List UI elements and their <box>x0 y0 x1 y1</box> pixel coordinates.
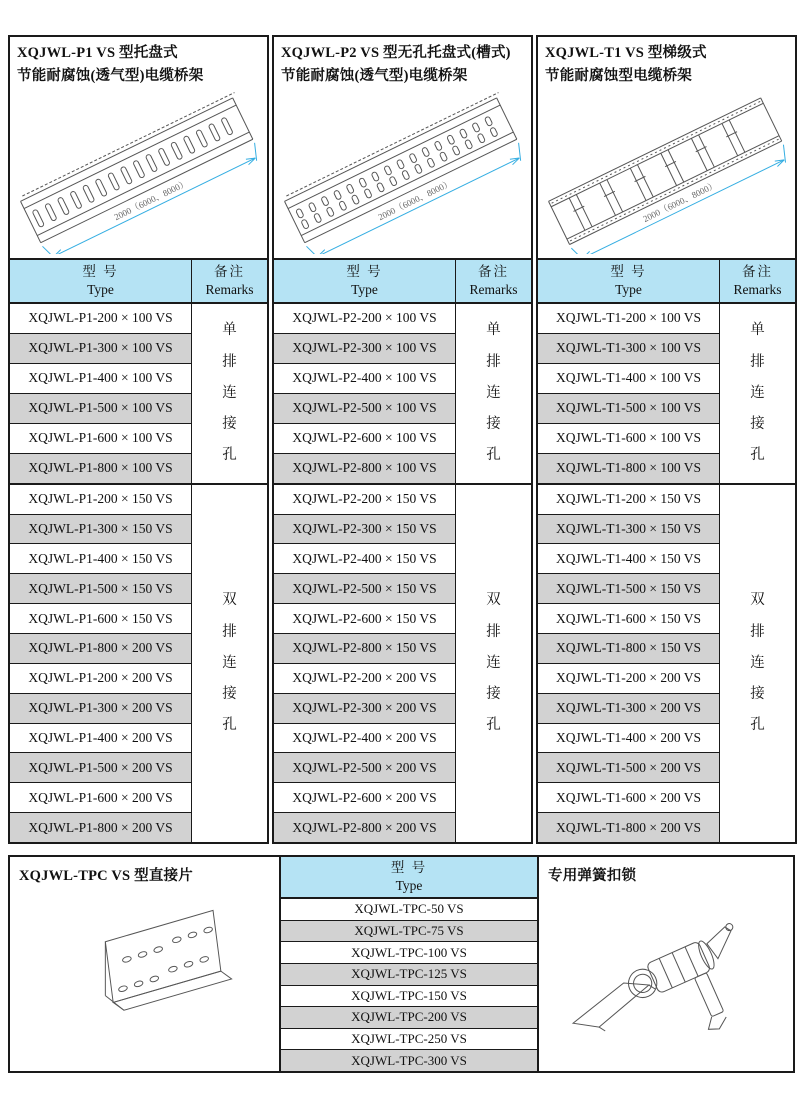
model-text: XQJWL-P2-400 × 150 VS <box>292 550 437 566</box>
model-text: XQJWL-P1-600 × 200 VS <box>28 789 173 805</box>
model-text: XQJWL-P1-400 × 200 VS <box>28 729 173 745</box>
model-text: XQJWL-P2-300 × 100 VS <box>292 340 437 356</box>
panel-title-line2: 节能耐腐蚀(透气型)电缆桥架 <box>17 68 204 85</box>
table-header <box>274 260 531 304</box>
table-row <box>538 485 719 515</box>
table-row <box>538 753 719 783</box>
model-text: XQJWL-P2-800 × 150 VS <box>292 640 437 656</box>
table-row <box>281 921 537 943</box>
panel-title-line1: XQJWL-P1 VS 型托盘式 <box>17 45 178 61</box>
model-text: XQJWL-P2-400 × 100 VS <box>292 370 437 386</box>
model-text: XQJWL-P1-400 × 150 VS <box>28 550 173 566</box>
model-text: XQJWL-P1-200 × 150 VS <box>28 491 173 507</box>
panel-p1-title <box>10 37 267 91</box>
model-text: XQJWL-T1-300 × 200 VS <box>556 700 701 716</box>
table-row <box>538 394 719 424</box>
table-header <box>538 260 795 304</box>
table-row <box>274 694 455 724</box>
model-column <box>10 304 191 842</box>
table-row <box>10 515 191 545</box>
type-column-header: 型 号 Type <box>610 263 647 297</box>
solid-tray-drawing <box>274 91 531 254</box>
model-text: XQJWL-P2-300 × 200 VS <box>292 700 437 716</box>
dimension-label: 2000（6000、8000） <box>112 177 190 223</box>
model-text: XQJWL-T1-800 × 100 VS <box>556 460 701 476</box>
model-text: XQJWL-P1-800 × 200 VS <box>28 819 173 835</box>
model-text: XQJWL-T1-500 × 200 VS <box>556 759 701 775</box>
model-text: XQJWL-TPC-100 VS <box>351 944 467 960</box>
spring-lock-panel <box>539 857 793 1071</box>
table-row <box>274 424 455 454</box>
bottom-section <box>8 855 795 1073</box>
cable-tray-illustration <box>274 91 531 254</box>
remark-double-row: 双排连接孔 <box>222 592 237 734</box>
table-row <box>10 334 191 364</box>
table-row <box>10 304 191 334</box>
model-text: XQJWL-P2-500 × 200 VS <box>292 759 437 775</box>
model-text: XQJWL-P2-200 × 100 VS <box>292 310 437 326</box>
table-row <box>274 634 455 664</box>
model-text: XQJWL-T1-200 × 200 VS <box>556 670 701 686</box>
table-row <box>274 515 455 545</box>
dimension-label: 2000（6000、8000） <box>641 179 719 225</box>
model-text: XQJWL-P2-800 × 200 VS <box>292 819 437 835</box>
model-text: XQJWL-TPC-200 VS <box>351 1009 467 1025</box>
model-text: XQJWL-T1-200 × 150 VS <box>556 491 701 507</box>
model-text: XQJWL-T1-500 × 100 VS <box>556 400 701 416</box>
remarks-column-header: 备注 Remarks <box>455 260 531 302</box>
model-text: XQJWL-T1-500 × 150 VS <box>556 580 701 596</box>
table-row <box>538 544 719 574</box>
table-row <box>10 544 191 574</box>
model-text: XQJWL-P2-800 × 100 VS <box>292 460 437 476</box>
remark-double-row: 双排连接孔 <box>750 592 765 734</box>
model-text: XQJWL-P1-200 × 100 VS <box>28 310 173 326</box>
remarks-column <box>719 304 795 842</box>
table-row <box>10 574 191 604</box>
table-row <box>274 334 455 364</box>
panel-p1 <box>8 35 269 844</box>
model-text: XQJWL-T1-400 × 200 VS <box>556 729 701 745</box>
model-text: XQJWL-P2-200 × 150 VS <box>292 491 437 507</box>
tpc-rows <box>281 899 537 1071</box>
connector-plate-panel <box>10 857 281 1071</box>
table-row <box>274 544 455 574</box>
panel-t1-table <box>538 258 795 842</box>
table-header <box>10 260 267 304</box>
table-row <box>281 899 537 921</box>
model-text: XQJWL-P2-600 × 150 VS <box>292 610 437 626</box>
table-row <box>538 813 719 842</box>
model-text: XQJWL-P1-800 × 200 VS <box>28 640 173 656</box>
model-text: XQJWL-P1-600 × 100 VS <box>28 430 173 446</box>
model-text: XQJWL-TPC-250 VS <box>351 1031 467 1047</box>
model-text: XQJWL-T1-200 × 100 VS <box>556 310 701 326</box>
panel-p2-title <box>274 37 531 91</box>
panel-title-line2: 节能耐腐蚀(透气型)电缆桥架 <box>281 68 468 85</box>
table-row <box>538 664 719 694</box>
model-text: XQJWL-TPC-125 VS <box>351 966 467 982</box>
table-row <box>538 364 719 394</box>
table-row <box>10 364 191 394</box>
model-text: XQJWL-TPC-300 VS <box>351 1052 467 1068</box>
model-text: XQJWL-T1-600 × 150 VS <box>556 610 701 626</box>
model-text: XQJWL-P2-600 × 200 VS <box>292 789 437 805</box>
model-text: XQJWL-TPC-50 VS <box>354 901 464 917</box>
table-row <box>274 304 455 334</box>
table-row <box>281 1007 537 1029</box>
model-text: XQJWL-TPC-150 VS <box>351 987 467 1003</box>
model-text: XQJWL-P2-400 × 200 VS <box>292 729 437 745</box>
table-row <box>281 1029 537 1051</box>
model-text: XQJWL-T1-400 × 150 VS <box>556 550 701 566</box>
table-row <box>10 454 191 483</box>
table-row <box>274 454 455 483</box>
table-row <box>281 942 537 964</box>
model-text: XQJWL-P2-200 × 200 VS <box>292 670 437 686</box>
model-text: XQJWL-P1-500 × 150 VS <box>28 580 173 596</box>
model-text: XQJWL-T1-800 × 200 VS <box>556 819 701 835</box>
remarks-column <box>191 304 267 842</box>
model-text: XQJWL-P2-600 × 100 VS <box>292 430 437 446</box>
model-text: XQJWL-T1-600 × 200 VS <box>556 789 701 805</box>
table-row <box>10 694 191 724</box>
table-row <box>538 634 719 664</box>
table-row <box>538 334 719 364</box>
table-row <box>10 664 191 694</box>
table-row <box>274 783 455 813</box>
model-column <box>538 304 719 842</box>
table-row <box>10 485 191 515</box>
remarks-column <box>455 304 531 842</box>
spring-lock-drawing <box>539 877 793 1069</box>
remarks-column-header: 备注 Remarks <box>719 260 795 302</box>
model-text: XQJWL-P1-200 × 200 VS <box>28 670 173 686</box>
table-row <box>538 304 719 334</box>
model-text: XQJWL-T1-400 × 100 VS <box>556 370 701 386</box>
type-column-header: 型 号 Type <box>346 263 383 297</box>
table-row <box>274 753 455 783</box>
table-row <box>10 813 191 842</box>
table-row <box>10 424 191 454</box>
remark-single-row: 单排连接孔 <box>192 304 267 485</box>
table-row <box>274 604 455 634</box>
table-row <box>281 1050 537 1071</box>
connector-plate-drawing <box>10 883 279 1069</box>
table-row <box>274 664 455 694</box>
type-column-header: 型 号 Type <box>82 263 119 297</box>
model-text: XQJWL-P1-300 × 200 VS <box>28 700 173 716</box>
model-text: XQJWL-P1-500 × 100 VS <box>28 400 173 416</box>
table-row <box>538 724 719 754</box>
table-row <box>10 753 191 783</box>
cable-tray-illustration <box>538 91 795 254</box>
table-row <box>538 783 719 813</box>
panel-t1 <box>536 35 797 844</box>
panel-p1-table <box>10 258 267 842</box>
table-row <box>274 813 455 842</box>
table-row <box>274 485 455 515</box>
table-row <box>538 454 719 483</box>
ladder-tray-drawing <box>538 91 795 254</box>
table-row <box>274 574 455 604</box>
model-text: XQJWL-P1-500 × 200 VS <box>28 759 173 775</box>
table-row <box>10 604 191 634</box>
table-row <box>538 515 719 545</box>
perforated-tray-drawing <box>10 91 267 254</box>
model-text: XQJWL-T1-600 × 100 VS <box>556 430 701 446</box>
remark-double-row: 双排连接孔 <box>486 592 501 734</box>
model-text: XQJWL-T1-300 × 150 VS <box>556 520 701 536</box>
remarks-column-header: 备注 Remarks <box>191 260 267 302</box>
table-row <box>274 724 455 754</box>
model-text: XQJWL-T1-800 × 150 VS <box>556 640 701 656</box>
table-row <box>10 783 191 813</box>
remark-single-row: 单排连接孔 <box>456 304 531 485</box>
model-text: XQJWL-P1-300 × 150 VS <box>28 520 173 536</box>
panel-p2 <box>272 35 533 844</box>
panel-title-line1: XQJWL-P2 VS 型无孔托盘式(槽式) <box>281 45 511 61</box>
model-text: XQJWL-P1-300 × 100 VS <box>28 340 173 356</box>
tpc-table <box>281 857 539 1071</box>
table-row <box>281 986 537 1008</box>
panel-title-line1: XQJWL-T1 VS 型梯级式 <box>545 45 707 61</box>
model-text: XQJWL-TPC-75 VS <box>354 922 464 938</box>
model-text: XQJWL-P2-500 × 150 VS <box>292 580 437 596</box>
dimension-label: 2000（6000、8000） <box>376 177 454 223</box>
spring-lock-title: 专用弹簧扣锁 <box>548 868 637 884</box>
model-text: XQJWL-P1-800 × 100 VS <box>28 460 173 476</box>
panel-title-line2: 节能耐腐蚀型电缆桥架 <box>545 68 692 85</box>
table-row <box>538 574 719 604</box>
model-text: XQJWL-P1-400 × 100 VS <box>28 370 173 386</box>
table-row <box>538 604 719 634</box>
table-row <box>274 364 455 394</box>
table-row <box>281 964 537 986</box>
cable-tray-illustration <box>10 91 267 254</box>
panel-p2-table <box>274 258 531 842</box>
table-row <box>10 634 191 664</box>
model-text: XQJWL-P2-300 × 150 VS <box>292 520 437 536</box>
model-column <box>274 304 455 842</box>
table-row <box>274 394 455 424</box>
tpc-table-header: 型 号 Type <box>281 857 537 899</box>
connector-plate-title: XQJWL-TPC VS 型直接片 <box>19 868 193 884</box>
table-row <box>10 394 191 424</box>
remark-single-row: 单排连接孔 <box>720 304 795 485</box>
panel-t1-title <box>538 37 795 91</box>
table-row <box>538 694 719 724</box>
table-row <box>10 724 191 754</box>
model-text: XQJWL-P2-500 × 100 VS <box>292 400 437 416</box>
table-row <box>538 424 719 454</box>
model-text: XQJWL-P1-600 × 150 VS <box>28 610 173 626</box>
model-text: XQJWL-T1-300 × 100 VS <box>556 340 701 356</box>
